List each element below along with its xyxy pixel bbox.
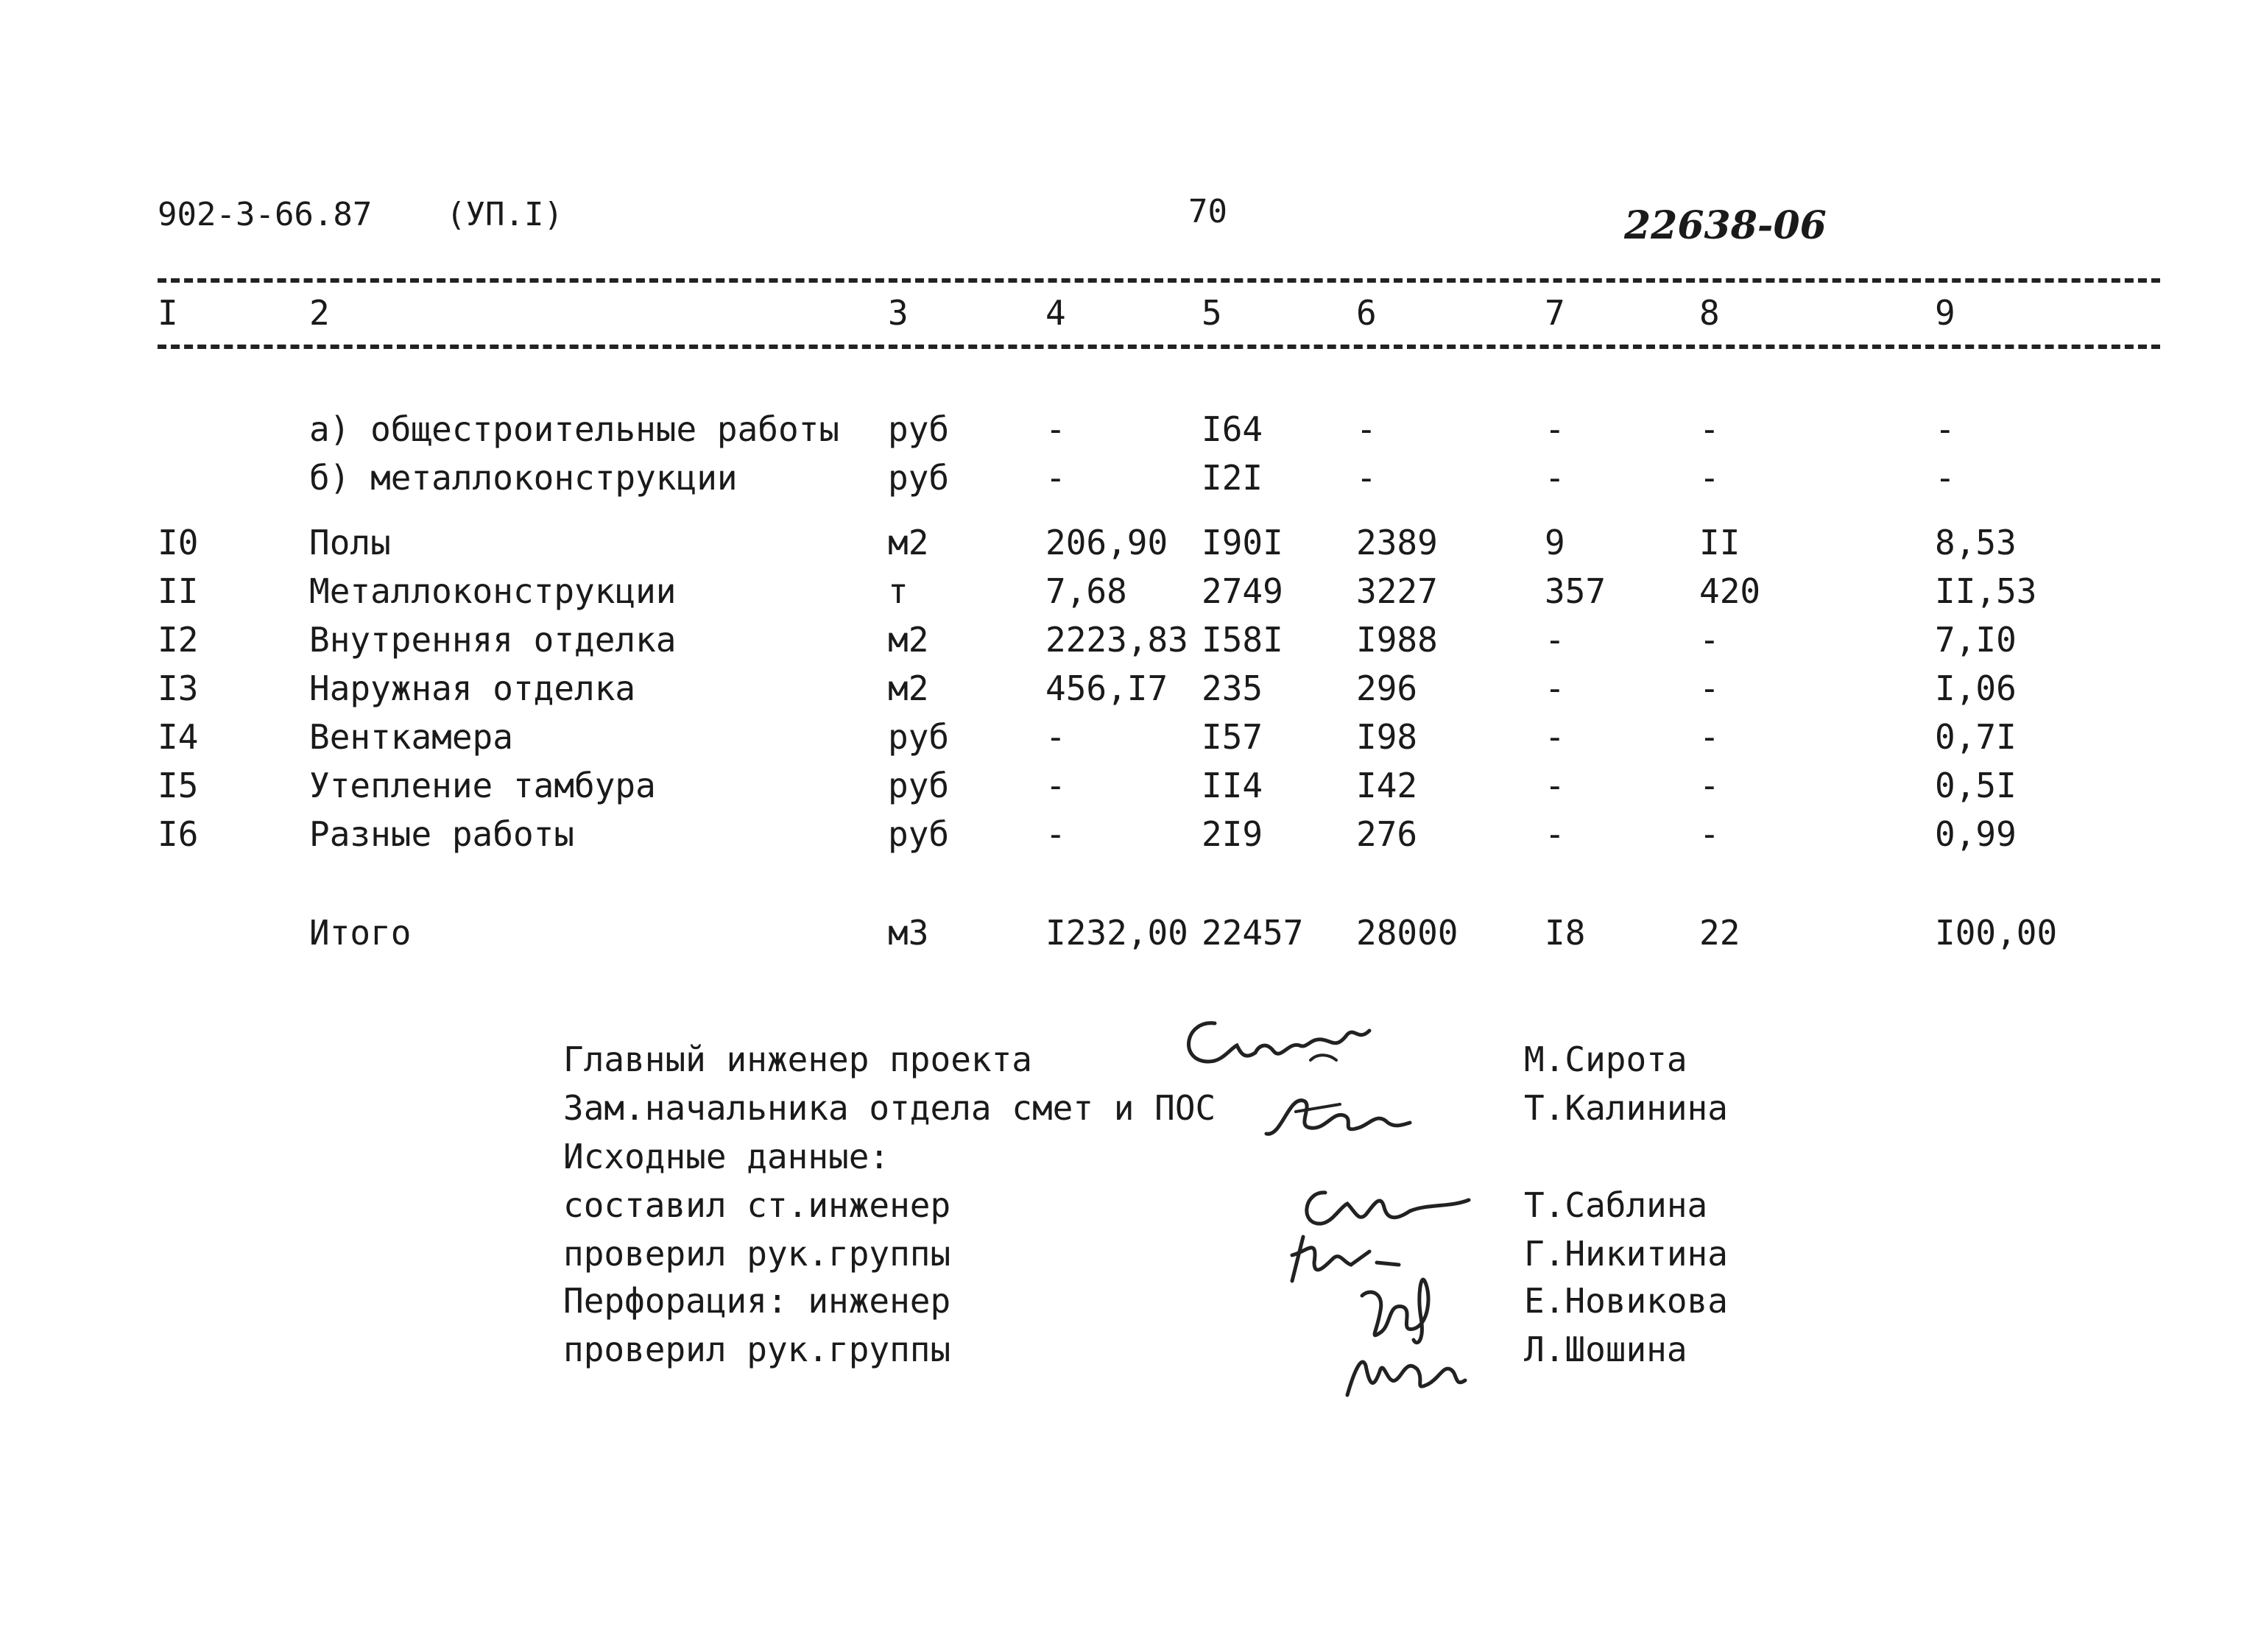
row-col4: 456,I7 bbox=[1045, 668, 1168, 708]
table-row bbox=[0, 615, 2261, 664]
row-col7: 9 bbox=[1545, 523, 1565, 562]
row-col5: I2I bbox=[1202, 458, 1263, 498]
row-col6: - bbox=[1356, 409, 1377, 449]
signature-role: составил ст.инженер bbox=[563, 1185, 951, 1225]
row-col4: 2223,83 bbox=[1045, 620, 1188, 660]
row-col5: I90I bbox=[1202, 523, 1283, 562]
signature-shoshina bbox=[1333, 1340, 1480, 1406]
row-col6: 276 bbox=[1356, 814, 1418, 854]
row-col9: I,06 bbox=[1935, 668, 2017, 708]
row-col6: - bbox=[1356, 458, 1377, 498]
row-name: Металлоконструкции bbox=[309, 571, 677, 611]
row-col6: I988 bbox=[1356, 620, 1438, 660]
total-label: Итого bbox=[309, 913, 412, 953]
table-row bbox=[0, 567, 2261, 615]
row-col5: I57 bbox=[1202, 717, 1263, 757]
signature-role: Перфорация: инженер bbox=[563, 1281, 951, 1321]
row-col7: - bbox=[1545, 717, 1565, 757]
column-number: 6 bbox=[1356, 293, 1377, 333]
row-col5: 2I9 bbox=[1202, 814, 1263, 854]
row-col9: 0,7I bbox=[1935, 717, 2017, 757]
total-col7: I8 bbox=[1545, 913, 1586, 953]
column-number: I bbox=[158, 293, 178, 333]
row-col8: - bbox=[1699, 717, 1720, 757]
table-row bbox=[0, 664, 2261, 713]
row-col5: 235 bbox=[1202, 668, 1263, 708]
volume-label: (УП.I) bbox=[446, 196, 563, 233]
row-unit: руб bbox=[888, 717, 950, 757]
row-number: II bbox=[158, 571, 199, 611]
row-col5: I58I bbox=[1202, 620, 1283, 660]
total-col6: 28000 bbox=[1356, 913, 1458, 953]
row-col8: 420 bbox=[1699, 571, 1761, 611]
signatory-name: Т.Калинина bbox=[1524, 1088, 1728, 1128]
row-name: Внутренняя отделка bbox=[309, 620, 677, 660]
table-row bbox=[0, 518, 2261, 567]
row-col7: - bbox=[1545, 409, 1565, 449]
row-col4: - bbox=[1045, 409, 1066, 449]
row-col5: I64 bbox=[1202, 409, 1263, 449]
row-col7: - bbox=[1545, 620, 1565, 660]
row-col6: 2389 bbox=[1356, 523, 1438, 562]
column-number: 7 bbox=[1545, 293, 1565, 333]
total-col4: I232,00 bbox=[1045, 913, 1188, 953]
row-col6: I98 bbox=[1356, 717, 1418, 757]
row-name: Наружная отделка bbox=[309, 668, 636, 708]
row-col4: - bbox=[1045, 717, 1066, 757]
column-number: 2 bbox=[309, 293, 330, 333]
header-rule-top bbox=[158, 278, 2160, 283]
row-col5: II4 bbox=[1202, 766, 1263, 805]
table-row bbox=[0, 810, 2261, 858]
signature-role: Зам.начальника отдела смет и ПОС bbox=[563, 1088, 1216, 1128]
row-number: I4 bbox=[158, 717, 199, 757]
total-row bbox=[0, 908, 2261, 957]
row-col7: - bbox=[1545, 814, 1565, 854]
row-unit: м2 bbox=[888, 620, 929, 660]
row-number: I3 bbox=[158, 668, 199, 708]
row-unit: руб bbox=[888, 458, 950, 498]
row-col4: 206,90 bbox=[1045, 523, 1168, 562]
row-col5: 2749 bbox=[1202, 571, 1283, 611]
row-unit: м2 bbox=[888, 668, 929, 708]
row-col7: - bbox=[1545, 766, 1565, 805]
document-code: 902-3-66.87 bbox=[158, 196, 373, 233]
row-col8: - bbox=[1699, 766, 1720, 805]
signatory-name: Е.Новикова bbox=[1524, 1281, 1728, 1321]
row-col4: 7,68 bbox=[1045, 571, 1127, 611]
row-col9: 8,53 bbox=[1935, 523, 2017, 562]
total-unit: м3 bbox=[888, 913, 929, 953]
row-number: I0 bbox=[158, 523, 199, 562]
row-col8: - bbox=[1699, 409, 1720, 449]
row-col6: I42 bbox=[1356, 766, 1418, 805]
row-col4: - bbox=[1045, 458, 1066, 498]
row-col7: 357 bbox=[1545, 571, 1606, 611]
row-col7: - bbox=[1545, 668, 1565, 708]
row-name: Разные работы bbox=[309, 814, 575, 854]
row-unit: руб bbox=[888, 766, 950, 805]
signatory-name: М.Сирота bbox=[1524, 1039, 1687, 1079]
total-col5: 22457 bbox=[1202, 913, 1304, 953]
row-col9: 7,I0 bbox=[1935, 620, 2017, 660]
row-col4: - bbox=[1045, 814, 1066, 854]
row-unit: руб bbox=[888, 814, 950, 854]
row-name: а) общестроительные работы bbox=[309, 409, 840, 449]
row-col8: - bbox=[1699, 458, 1720, 498]
signature-role: Главный инженер проекта bbox=[563, 1039, 1032, 1079]
table-row bbox=[0, 713, 2261, 761]
row-col9: II,53 bbox=[1935, 571, 2037, 611]
signatory-name: Т.Саблина bbox=[1524, 1185, 1708, 1225]
row-col6: 3227 bbox=[1356, 571, 1438, 611]
column-number: 5 bbox=[1202, 293, 1222, 333]
row-col7: - bbox=[1545, 458, 1565, 498]
row-name: Полы bbox=[309, 523, 391, 562]
signature-kalinina bbox=[1252, 1082, 1421, 1148]
total-col9: I00,00 bbox=[1935, 913, 2058, 953]
signature-role: проверил рук.группы bbox=[563, 1330, 951, 1369]
row-col8: - bbox=[1699, 668, 1720, 708]
row-col4: - bbox=[1045, 766, 1066, 805]
row-col9: - bbox=[1935, 409, 1955, 449]
source-data-heading: Исходные данные: bbox=[563, 1137, 890, 1176]
row-name: Венткамера bbox=[309, 717, 513, 757]
row-number: I2 bbox=[158, 620, 199, 660]
table-row bbox=[0, 453, 2261, 502]
row-name: Утепление тамбура bbox=[309, 766, 656, 805]
header-rule-bottom bbox=[158, 345, 2160, 349]
inventory-number: 22638-06 bbox=[1624, 203, 1827, 248]
column-number: 3 bbox=[888, 293, 909, 333]
table-row bbox=[0, 761, 2261, 810]
row-col9: 0,99 bbox=[1935, 814, 2017, 854]
row-unit: руб bbox=[888, 409, 950, 449]
row-number: I5 bbox=[158, 766, 199, 805]
row-col8: - bbox=[1699, 620, 1720, 660]
table-row bbox=[0, 405, 2261, 453]
row-name: б) металлоконструкции bbox=[309, 458, 738, 498]
signatory-name: Г.Никитина bbox=[1524, 1234, 1728, 1274]
row-col8: II bbox=[1699, 523, 1740, 562]
signature-role: проверил рук.группы bbox=[563, 1234, 951, 1274]
signature-sirota bbox=[1171, 1009, 1391, 1082]
column-number: 4 bbox=[1045, 293, 1066, 333]
column-number: 8 bbox=[1699, 293, 1720, 333]
row-col9: 0,5I bbox=[1935, 766, 2017, 805]
row-unit: т bbox=[888, 571, 909, 611]
total-col8: 22 bbox=[1699, 913, 1740, 953]
row-col8: - bbox=[1699, 814, 1720, 854]
row-unit: м2 bbox=[888, 523, 929, 562]
page-number: 70 bbox=[1188, 193, 1227, 230]
column-number: 9 bbox=[1935, 293, 1955, 333]
signatory-name: Л.Шошина bbox=[1524, 1330, 1687, 1369]
row-col9: - bbox=[1935, 458, 1955, 498]
row-col6: 296 bbox=[1356, 668, 1418, 708]
row-number: I6 bbox=[158, 814, 199, 854]
